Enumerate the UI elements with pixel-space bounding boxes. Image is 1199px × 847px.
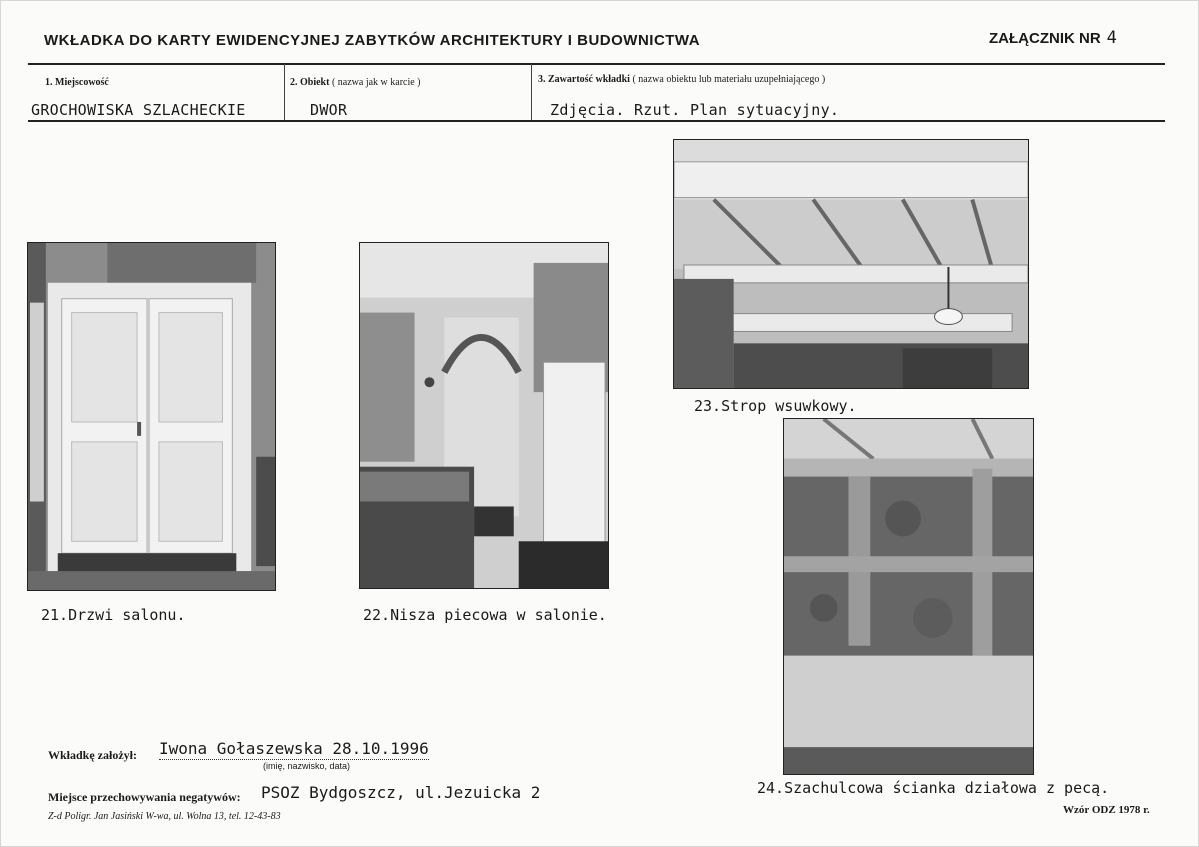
- contents-label: [538, 74, 825, 85]
- photo-timber-wall-image: [784, 419, 1033, 774]
- created-value: Iwona Gołaszewska 28.10.1996: [159, 739, 429, 758]
- printer-info: Z-d Poligr. Jan Jasiński W-wa, ul. Wolna 13, tel. 12-43-83: [48, 811, 281, 822]
- annex-number: 4: [1106, 28, 1117, 48]
- place-value: GROCHOWISKA SZLACHECKIE: [31, 101, 246, 119]
- photo-salon-door: [27, 242, 276, 591]
- form-model: Wzór ODZ 1978 r.: [1063, 804, 1150, 816]
- contents-label-hint: ( nazwa obiektu lub materiału uzupełniającego ): [632, 74, 826, 85]
- created-hint: (imię, nazwisko, data): [263, 761, 351, 771]
- place-label: 1. Miejscowość: [45, 77, 109, 88]
- field-divider-1: [284, 64, 285, 122]
- contents-value: Zdjęcia. Rzut. Plan sytuacyjny.: [550, 101, 840, 119]
- fields-divider: [28, 120, 1165, 122]
- negatives-label: Miejsce przechowywania negatywów:: [48, 790, 241, 804]
- photo-24-caption: 24.Szachulcowa ścianka działowa z pecą.: [757, 779, 1110, 797]
- object-label: [290, 77, 421, 88]
- photo-salon-door-image: [28, 243, 275, 590]
- photo-22-caption: 22.Nisza piecowa w salonie.: [363, 606, 607, 624]
- contents-label-text: 3. Zawartość wkładki: [538, 74, 630, 85]
- photo-ceiling-image: [674, 140, 1028, 388]
- object-label-text: 2. Obiekt: [290, 77, 330, 88]
- card-title: WKŁADKA DO KARTY EWIDENCYJNEJ ZABYTKÓW ARCHITEKTURY I BUDOWNICTWA: [44, 32, 701, 49]
- photo-stove-niche: [359, 242, 609, 589]
- object-label-hint: ( nazwa jak w karcie ): [331, 77, 421, 88]
- created-label: Wkładkę założył:: [48, 748, 137, 762]
- field-divider-2: [531, 64, 532, 122]
- annex-label-text: ZAŁĄCZNIK NR: [989, 30, 1101, 47]
- photo-23-caption: 23.Strop wsuwkowy.: [694, 397, 857, 415]
- negatives-value: PSOZ Bydgoszcz, ul.Jezuicka 2: [261, 783, 541, 802]
- photo-21-caption: 21.Drzwi salonu.: [41, 606, 186, 624]
- object-value: DWOR: [310, 101, 348, 119]
- photo-ceiling: [673, 139, 1029, 389]
- header-divider: [28, 63, 1165, 65]
- photo-stove-niche-image: [360, 243, 608, 588]
- annex-label: [989, 28, 1117, 48]
- photo-timber-wall: [783, 418, 1034, 775]
